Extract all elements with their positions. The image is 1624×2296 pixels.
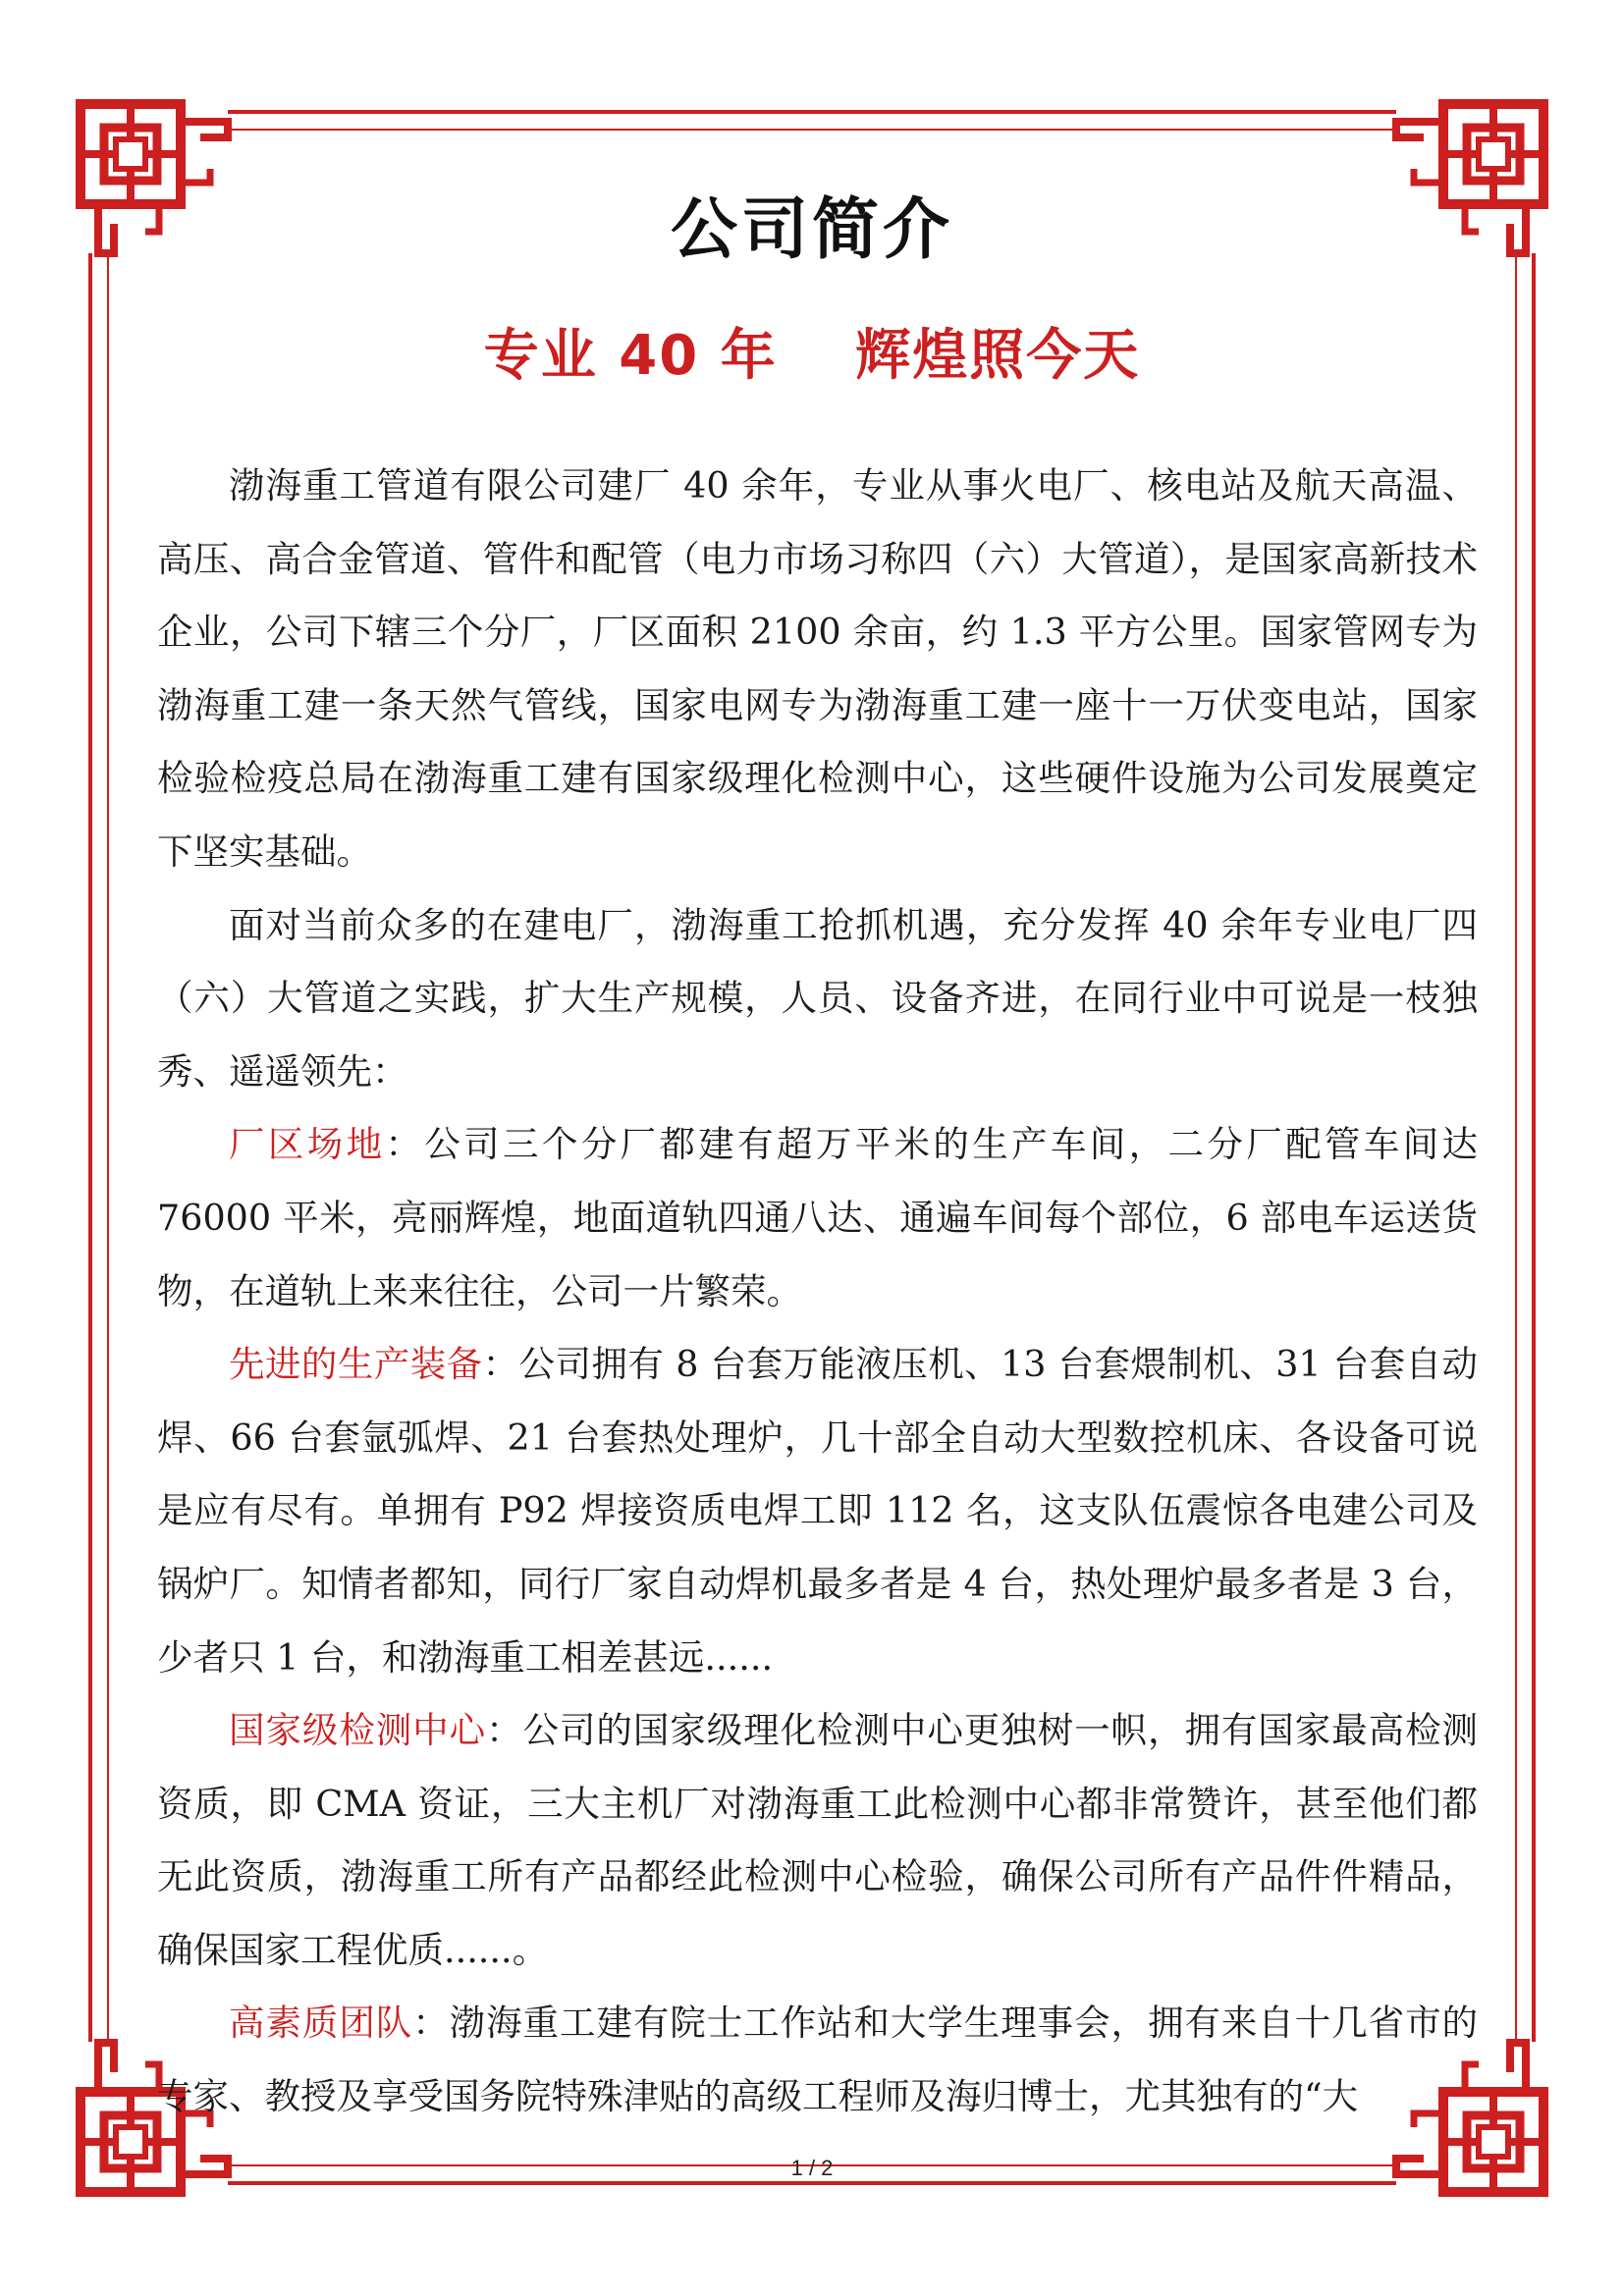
paragraph-opportunity: [157, 889, 1478, 1109]
paragraph-intro: [157, 450, 1478, 889]
paragraph-text: 渤海重工管道有限公司建厂 40 余年，专业从事火电厂、核电站及航天高温、高压、高合金管道、管件和配管（电力市场习称四（六）大管道），是国家高新技术企业，公司下辖三个分厂，厂区面积 2100 余亩，约 1.3 平方公里。国家管网专为渤海重工建一条天然气管线，国家电网专为渤海重工建一座十一万伏变电站，国家检验检疫总局在渤海重工建有国家级理化检测中心，这些硬件设施为公司发展奠定下坚实基础。: [157, 464, 1478, 873]
paragraph-text: 面对当前众多的在建电厂，渤海重工抢抓机遇，充分发挥 40 余年专业电厂四（六）大管道之实践，扩大生产规模，人员、设备齐进，在同行业中可说是一枝独秀、遥遥领先：: [157, 903, 1478, 1093]
section-label: 高素质团队: [229, 2002, 413, 2045]
paragraph-text: ：渤海重工建有院士工作站和大学生理事会，拥有来自十几省市的专家、教授及享受国务院特殊津贴的高级工程师及海归博士，尤其独有的“大: [157, 2002, 1479, 2118]
page-title: 公司简介: [670, 191, 953, 269]
section-label: 先进的生产装备: [229, 1343, 483, 1386]
page-subtitle: 专业 40 年 辉煌照今天: [483, 324, 1141, 388]
paragraph-text: ：公司的国家级理化检测中心更独树一帜，拥有国家最高检测资质，即 CMA 资证，三大主机厂对渤海重工此检测中心都非常赞许，甚至他们都无此资质，渤海重工所有产品都经此检测中心检验，确保公司所有产品件件精品，确保国家工程优质......。: [157, 1709, 1479, 1971]
section-label: 厂区场地: [229, 1123, 386, 1166]
section-label: 国家级检测中心: [229, 1709, 487, 1752]
paragraph-equipment: [157, 1328, 1478, 1694]
paragraph-site: [157, 1108, 1478, 1328]
page-number: 1 / 2: [790, 2156, 834, 2180]
article-body: [157, 450, 1478, 2134]
paragraph-text: ：公司拥有 8 台套万能液压机、13 台套煨制机、31 台套自动焊、66 台套氩弧焊、21 台套热处理炉，几十部全自动大型数控机床、各设备可说是应有尽有。单拥有 P92 焊接资质电焊工即 112 名，这支队伍震惊各电建公司及锅炉厂。知情者都知，同行厂家自动焊机最多者是 4 台，热处理炉最多者是 3 台，少者只 1 台，和渤海重工相差甚远......: [157, 1343, 1478, 1679]
paragraph-team: [157, 1987, 1478, 2133]
paragraph-text: ：公司三个分厂都建有超万平米的生产车间，二分厂配管车间达 76000 平米，亮丽辉煌，地面道轨四通八达、通遍车间每个部位，6 部电车运送货物，在道轨上来来往往，公司一片繁荣。: [157, 1123, 1479, 1312]
paragraph-testing-center: [157, 1694, 1478, 1987]
